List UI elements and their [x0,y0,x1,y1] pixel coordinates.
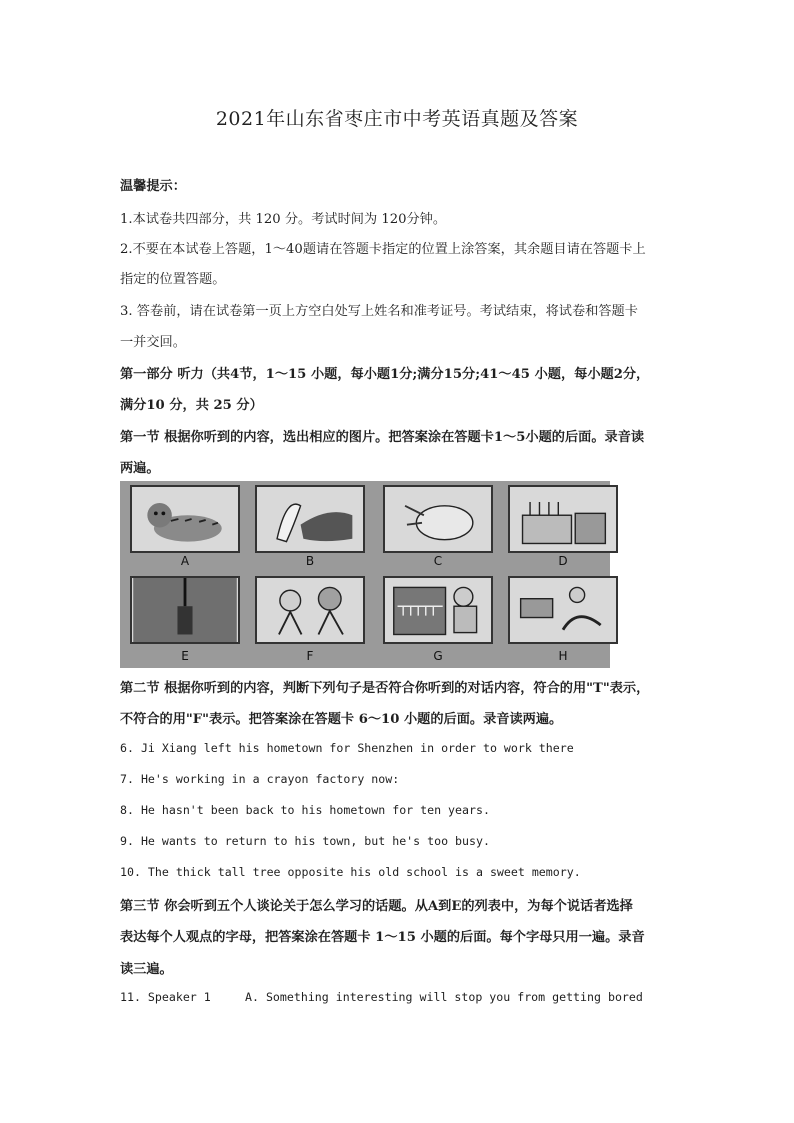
statement-line: 10. The thick tall tree opposite his old school is a sweet memory. [120,865,581,879]
picture-label: G [433,649,443,663]
hanging-bottle-icon [130,576,240,644]
part1-heading: 满分10 分，共 25 分） [120,398,263,413]
picture-label: H [558,649,568,663]
section2-heading: 不符合的用"F"表示。把答案涂在答题卡 6～10 小题的后面。录音读两遍。 [120,712,563,727]
speaker-option: A. Something interesting will stop you from getting bored [245,990,643,1004]
injured-person-icon [508,576,618,644]
page-title: 2021年山东省枣庄市中考英语真题及答案 [215,108,579,130]
tip-line: 一并交回。 [120,335,186,350]
section3-heading: 表达每个人观点的字母，把答案涂在答题卡 1～15 小题的后面。每个字母只用一遍。录音 [120,930,645,945]
section2-heading: 第二节 根据你听到的内容，判断下列句子是否符合你听到的对话内容，符合的用"T"表示， [120,681,650,696]
picture-label: A [180,554,190,568]
speaker-label: 11. Speaker 1 [120,990,211,1004]
statement-line: 8. He hasn't been back to his hometown for ten years. [120,803,490,817]
section3-heading: 第三节 你会听到五个人谈论关于怎么学习的话题。从A到E的列表中，为每个说话者选择 [120,899,633,914]
statement-line: 9. He wants to return to his town, but he's too busy. [120,834,490,848]
picture-label: D [558,554,568,568]
two-people-icon [255,576,365,644]
section3-heading: 读三遍。 [120,962,173,977]
picture-label: C [433,554,443,568]
birthday-cake-icon [508,485,618,553]
part1-heading: 第一部分 听力（共4节，1～15 小题，每小题1分;满分15分;41～45 小题，每小题2分， [120,367,650,382]
picture-label: B [305,554,315,568]
tip-line: 2.不要在本试卷上答题，1～40题请在答题卡指定的位置上涂答案，其余题目请在答题卡上 [120,242,646,257]
picture-label: E [181,649,189,663]
section1-heading: 第一节 根据你听到的内容，选出相应的图片。把答案涂在答题卡1～5小题的后面。录音读 [120,430,645,445]
picture-label: F [306,649,314,663]
statement-line: 7. He's working in a crayon factory now: [120,772,400,786]
tips-heading: 温馨提示： [120,179,186,194]
banana-hand-icon [255,485,365,553]
tiger-icon [130,485,240,553]
chicken-icon [383,485,493,553]
piano-player-icon [383,576,493,644]
tip-line: 3. 答卷前，请在试卷第一页上方空白处写上姓名和准考证号。考试结束，将试卷和答题卡 [120,304,638,319]
statement-line: 6. Ji Xiang left his hometown for Shenzhen in order to work there [120,741,574,755]
tip-line: 指定的位置答题。 [120,272,226,287]
section1-heading: 两遍。 [120,461,160,476]
tip-line: 1.本试卷共四部分，共 120 分。考试时间为 120分钟。 [120,212,447,227]
picture-grid [120,481,610,668]
